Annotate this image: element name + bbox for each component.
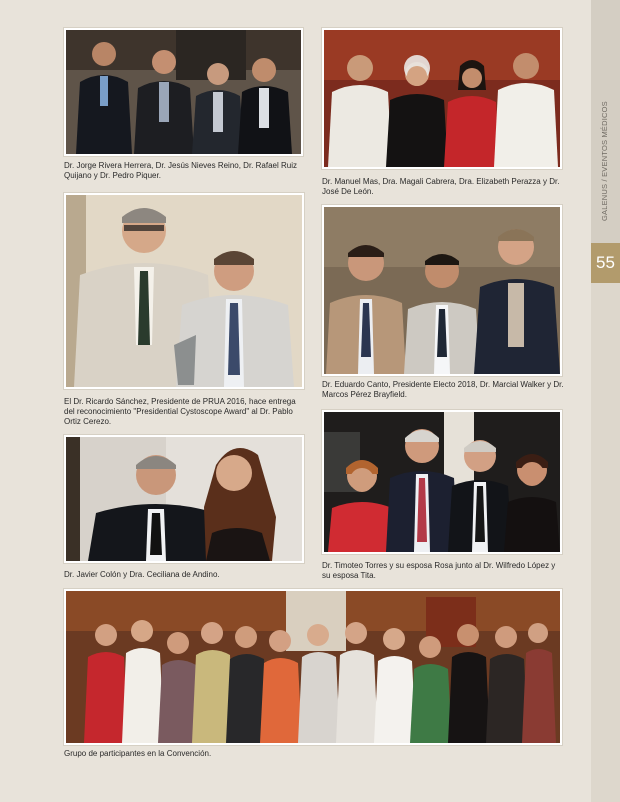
photo-6-image xyxy=(324,412,560,552)
photo-7-image xyxy=(66,591,560,743)
photo-2 xyxy=(322,28,562,169)
photo-5-image xyxy=(66,437,302,561)
photo-3-image xyxy=(66,195,302,387)
photo-7 xyxy=(64,589,562,745)
photo-2-image xyxy=(324,30,560,167)
photo-5 xyxy=(64,435,304,563)
photo-4 xyxy=(322,205,562,376)
photo-3-caption: El Dr. Ricardo Sánchez, Presidente de PRUA 2016, hace entrega del reconocimiento "Presidential Cystoscope Award" al Dr. Pablo Ortiz Cerezo. xyxy=(64,397,296,426)
photo-1-caption: Dr. Jorge Rivera Herrera, Dr. Jesús Nieves Reino, Dr. Rafael Ruiz Quijano y Dr. Pedro Piquer. xyxy=(64,161,297,180)
photo-6 xyxy=(322,410,562,554)
photo-7-caption: Grupo de participantes en la Convención. xyxy=(64,749,212,758)
section-label xyxy=(600,171,610,221)
photo-3 xyxy=(64,193,304,389)
photo-1-image xyxy=(66,30,301,154)
photo-6-caption: Dr. Timoteo Torres y su esposa Rosa junto al Dr. Wilfredo López y su esposa Tita. xyxy=(322,561,556,580)
photo-4-caption: Dr. Eduardo Canto, Presidente Electo 2018, Dr. Marcial Walker y Dr. Marcos Pérez Brayfield. xyxy=(322,380,564,399)
photo-5-caption: Dr. Javier Colón y Dra. Ceciliana de Andino. xyxy=(64,570,220,579)
photo-4-image xyxy=(324,207,560,374)
photo-1 xyxy=(64,28,303,156)
page-number: 55 xyxy=(591,243,620,283)
photo-2-caption: Dr. Manuel Mas, Dra. Magali Cabrera, Dra. Elizabeth Perazza y Dr. José De León. xyxy=(322,177,560,196)
